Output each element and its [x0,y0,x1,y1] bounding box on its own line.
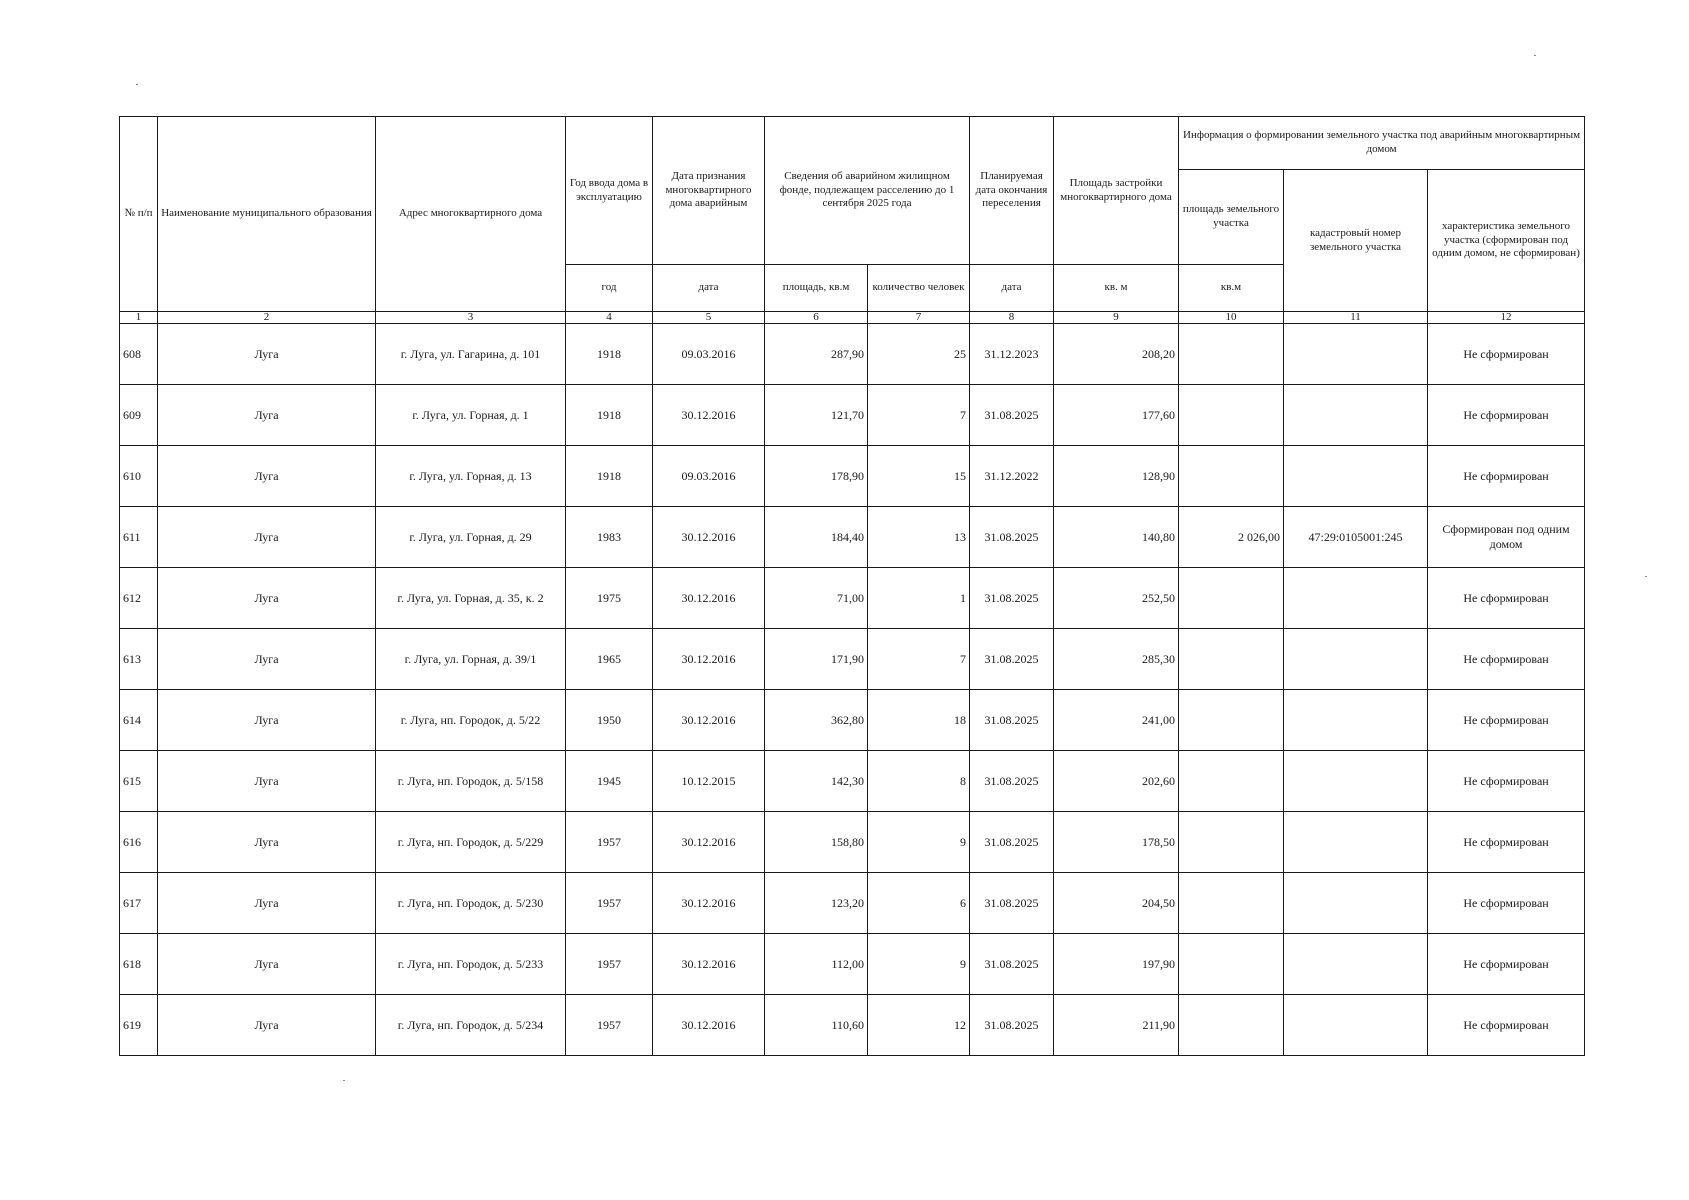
cadastral-number-cell [1284,629,1428,690]
emergency-date-cell: 30.12.2016 [653,690,765,751]
municipality-cell: Луга [158,995,376,1056]
table-header [120,117,1585,324]
building-area-cell: 208,20 [1054,324,1179,385]
area-cell: 121,70 [765,385,868,446]
header-number: № п/п [120,117,158,312]
column-number: 5 [653,312,765,324]
scan-speck [1645,576,1647,577]
column-numbers-row [120,312,1585,324]
area-cell: 123,20 [765,873,868,934]
year-cell: 1975 [566,568,653,629]
emergency-date-cell: 30.12.2016 [653,568,765,629]
land-characteristic-cell: Не сформирован [1428,690,1585,751]
cadastral-number-cell [1284,995,1428,1056]
address-cell: г. Луга, нп. Городок, д. 5/158 [376,751,566,812]
address-cell: г. Луга, ул. Горная, д. 13 [376,446,566,507]
people-cell: 18 [868,690,970,751]
unit-planned-date: дата [970,265,1054,312]
address-cell: г. Луга, нп. Городок, д. 5/229 [376,812,566,873]
table-row [120,873,1585,934]
municipality-cell: Луга [158,507,376,568]
area-cell: 112,00 [765,934,868,995]
emergency-date-cell: 30.12.2016 [653,934,765,995]
scan-speck [1534,55,1536,56]
land-characteristic-cell: Не сформирован [1428,934,1585,995]
year-cell: 1957 [566,812,653,873]
address-cell: г. Луга, ул. Горная, д. 29 [376,507,566,568]
building-area-cell: 177,60 [1054,385,1179,446]
year-cell: 1918 [566,446,653,507]
address-cell: г. Луга, нп. Городок, д. 5/22 [376,690,566,751]
column-number: 6 [765,312,868,324]
emergency-date-cell: 30.12.2016 [653,629,765,690]
row-number-cell: 608 [120,324,158,385]
table-row [120,812,1585,873]
land-area-cell [1179,629,1284,690]
header-municipality: Наименование муниципального образования [158,117,376,312]
building-area-cell: 197,90 [1054,934,1179,995]
header-housing-info: Сведения об аварийном жилищном фонде, подлежащем расселению до 1 сентября 2025 года [765,117,970,265]
row-number-cell: 611 [120,507,158,568]
year-cell: 1957 [566,873,653,934]
header-land-area: площадь земельного участка [1179,170,1284,265]
year-cell: 1945 [566,751,653,812]
table-row [120,324,1585,385]
year-cell: 1950 [566,690,653,751]
unit-building-area: кв. м [1054,265,1179,312]
building-area-cell: 202,60 [1054,751,1179,812]
people-cell: 9 [868,812,970,873]
land-characteristic-cell: Не сформирован [1428,629,1585,690]
municipality-cell: Луга [158,812,376,873]
address-cell: г. Луга, ул. Горная, д. 1 [376,385,566,446]
emergency-date-cell: 10.12.2015 [653,751,765,812]
row-number-cell: 613 [120,629,158,690]
land-area-cell [1179,690,1284,751]
land-area-cell [1179,995,1284,1056]
table-row [120,568,1585,629]
table-row [120,995,1585,1056]
cadastral-number-cell: 47:29:0105001:245 [1284,507,1428,568]
header-emergency-date: Дата признания многоквартирного дома аварийным [653,117,765,265]
address-cell: г. Луга, ул. Горная, д. 39/1 [376,629,566,690]
column-number: 2 [158,312,376,324]
cadastral-number-cell [1284,751,1428,812]
area-cell: 178,90 [765,446,868,507]
row-number-cell: 619 [120,995,158,1056]
people-cell: 8 [868,751,970,812]
column-number: 7 [868,312,970,324]
municipality-cell: Луга [158,568,376,629]
cadastral-number-cell [1284,934,1428,995]
land-characteristic-cell: Сформирован под одним домом [1428,507,1585,568]
table-row [120,507,1585,568]
area-cell: 110,60 [765,995,868,1056]
land-area-cell [1179,324,1284,385]
municipality-cell: Луга [158,385,376,446]
land-area-cell [1179,385,1284,446]
building-area-cell: 178,50 [1054,812,1179,873]
people-cell: 7 [868,385,970,446]
cadastral-number-cell [1284,690,1428,751]
row-number-cell: 610 [120,446,158,507]
land-area-cell [1179,812,1284,873]
row-number-cell: 609 [120,385,158,446]
column-number: 8 [970,312,1054,324]
header-address: Адрес многоквартирного дома [376,117,566,312]
land-characteristic-cell: Не сформирован [1428,995,1585,1056]
land-characteristic-cell: Не сформирован [1428,873,1585,934]
cadastral-number-cell [1284,324,1428,385]
people-cell: 12 [868,995,970,1056]
land-characteristic-cell: Не сформирован [1428,751,1585,812]
table-row [120,629,1585,690]
header-land-plot-info: Информация о формировании земельного участка под аварийным многоквартирным домом [1179,117,1585,170]
table-row [120,446,1585,507]
building-area-cell: 285,30 [1054,629,1179,690]
row-number-cell: 612 [120,568,158,629]
people-cell: 9 [868,934,970,995]
unit-year: год [566,265,653,312]
people-cell: 6 [868,873,970,934]
planned-date-cell: 31.08.2025 [970,873,1054,934]
year-cell: 1983 [566,507,653,568]
emergency-date-cell: 09.03.2016 [653,324,765,385]
emergency-date-cell: 30.12.2016 [653,995,765,1056]
table-row [120,751,1585,812]
emergency-date-cell: 30.12.2016 [653,507,765,568]
building-area-cell: 211,90 [1054,995,1179,1056]
land-characteristic-cell: Не сформирован [1428,385,1585,446]
planned-date-cell: 31.12.2023 [970,324,1054,385]
row-number-cell: 617 [120,873,158,934]
area-cell: 184,40 [765,507,868,568]
cadastral-number-cell [1284,812,1428,873]
municipality-cell: Луга [158,751,376,812]
land-area-cell [1179,873,1284,934]
scan-speck [136,84,138,85]
municipality-cell: Луга [158,629,376,690]
building-area-cell: 241,00 [1054,690,1179,751]
land-area-cell: 2 026,00 [1179,507,1284,568]
scan-speck [343,1080,345,1081]
area-cell: 71,00 [765,568,868,629]
land-area-cell [1179,446,1284,507]
table-row [120,934,1585,995]
cadastral-number-cell [1284,873,1428,934]
row-number-cell: 618 [120,934,158,995]
building-area-cell: 252,50 [1054,568,1179,629]
column-number: 4 [566,312,653,324]
address-cell: г. Луга, ул. Горная, д. 35, к. 2 [376,568,566,629]
table-row [120,385,1585,446]
column-number: 3 [376,312,566,324]
planned-date-cell: 31.12.2022 [970,446,1054,507]
cadastral-number-cell [1284,568,1428,629]
column-number: 11 [1284,312,1428,324]
header-building-area: Площадь застройки многоквартирного дома [1054,117,1179,265]
land-area-cell [1179,751,1284,812]
municipality-cell: Луга [158,873,376,934]
year-cell: 1957 [566,995,653,1056]
planned-date-cell: 31.08.2025 [970,568,1054,629]
table-row [120,690,1585,751]
planned-date-cell: 31.08.2025 [970,629,1054,690]
land-characteristic-cell: Не сформирован [1428,568,1585,629]
area-cell: 171,90 [765,629,868,690]
column-number: 1 [120,312,158,324]
emergency-date-cell: 30.12.2016 [653,385,765,446]
municipality-cell: Луга [158,690,376,751]
year-cell: 1918 [566,385,653,446]
building-area-cell: 204,50 [1054,873,1179,934]
area-cell: 142,30 [765,751,868,812]
land-area-cell [1179,568,1284,629]
table-body [120,324,1585,1056]
planned-date-cell: 31.08.2025 [970,995,1054,1056]
planned-date-cell: 31.08.2025 [970,385,1054,446]
unit-land-area: кв.м [1179,265,1284,312]
address-cell: г. Луга, ул. Гагарина, д. 101 [376,324,566,385]
land-characteristic-cell: Не сформирован [1428,446,1585,507]
emergency-housing-table [119,116,1585,1056]
cadastral-number-cell [1284,446,1428,507]
unit-people: количество человек [868,265,970,312]
column-number: 12 [1428,312,1585,324]
year-cell: 1957 [566,934,653,995]
people-cell: 13 [868,507,970,568]
column-number: 10 [1179,312,1284,324]
people-cell: 25 [868,324,970,385]
planned-date-cell: 31.08.2025 [970,751,1054,812]
building-area-cell: 128,90 [1054,446,1179,507]
planned-date-cell: 31.08.2025 [970,690,1054,751]
address-cell: г. Луга, нп. Городок, д. 5/230 [376,873,566,934]
land-area-cell [1179,934,1284,995]
year-cell: 1918 [566,324,653,385]
header-planned-date: Планируемая дата окончания переселения [970,117,1054,265]
planned-date-cell: 31.08.2025 [970,507,1054,568]
area-cell: 362,80 [765,690,868,751]
address-cell: г. Луга, нп. Городок, д. 5/234 [376,995,566,1056]
emergency-date-cell: 09.03.2016 [653,446,765,507]
land-characteristic-cell: Не сформирован [1428,324,1585,385]
municipality-cell: Луга [158,934,376,995]
row-number-cell: 614 [120,690,158,751]
address-cell: г. Луга, нп. Городок, д. 5/233 [376,934,566,995]
building-area-cell: 140,80 [1054,507,1179,568]
planned-date-cell: 31.08.2025 [970,934,1054,995]
municipality-cell: Луга [158,446,376,507]
people-cell: 15 [868,446,970,507]
people-cell: 1 [868,568,970,629]
people-cell: 7 [868,629,970,690]
land-characteristic-cell: Не сформирован [1428,812,1585,873]
area-cell: 287,90 [765,324,868,385]
unit-area: площадь, кв.м [765,265,868,312]
municipality-cell: Луга [158,324,376,385]
row-number-cell: 616 [120,812,158,873]
year-cell: 1965 [566,629,653,690]
cadastral-number-cell [1284,385,1428,446]
header-cadastral-number: кадастровый номер земельного участка [1284,170,1428,312]
header-year: Год ввода дома в эксплуатацию [566,117,653,265]
row-number-cell: 615 [120,751,158,812]
emergency-date-cell: 30.12.2016 [653,812,765,873]
unit-date: дата [653,265,765,312]
planned-date-cell: 31.08.2025 [970,812,1054,873]
header-land-characteristic: характеристика земельного участка (сформирован под одним домом, не сформирован) [1428,170,1585,312]
emergency-date-cell: 30.12.2016 [653,873,765,934]
area-cell: 158,80 [765,812,868,873]
column-number: 9 [1054,312,1179,324]
